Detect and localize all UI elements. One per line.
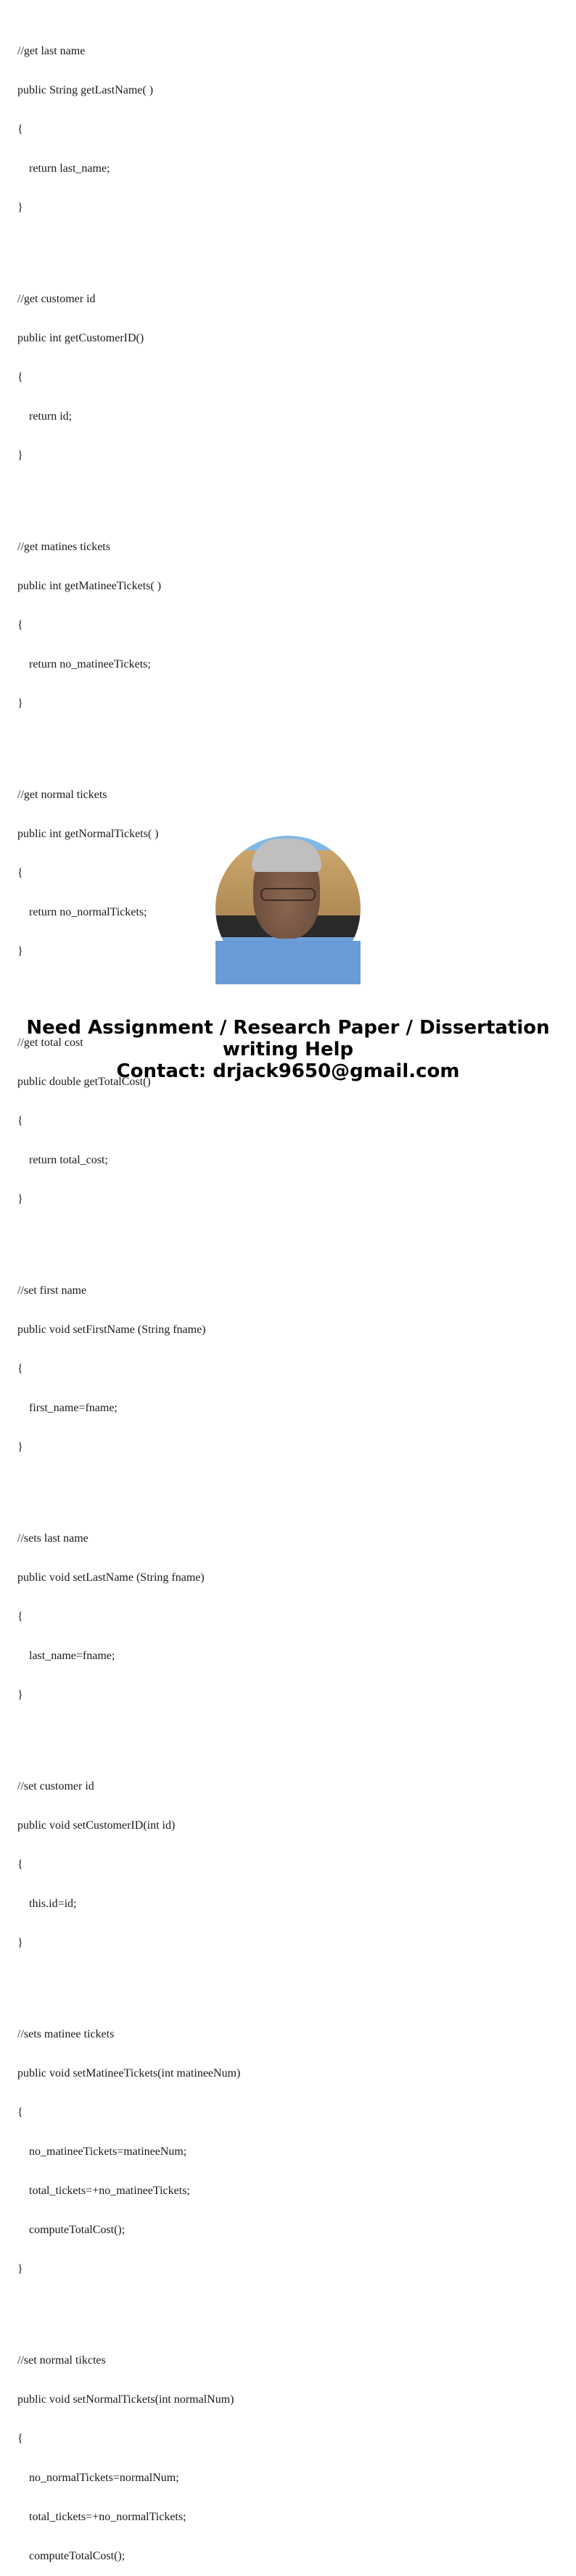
code-listing bbox=[17, 6, 240, 2576]
avatar-shirt bbox=[215, 941, 361, 984]
close-brace: } bbox=[17, 697, 23, 710]
close-brace: } bbox=[17, 1441, 23, 1453]
open-brace: { bbox=[17, 2432, 23, 2445]
method-signature: public void setFirstName (String fname) bbox=[17, 1324, 206, 1336]
code-statement: total_tickets=+no_matineeTickets; bbox=[29, 2185, 190, 2197]
method-signature: public int getMatineeTickets( ) bbox=[17, 580, 162, 592]
code-statement: computeTotalCost(); bbox=[29, 2224, 126, 2236]
code-comment: //set customer id bbox=[17, 1780, 94, 1792]
code-comment: //set normal tikctes bbox=[17, 2354, 106, 2367]
code-comment: //get normal tickets bbox=[17, 789, 107, 801]
code-comment: //get matines tickets bbox=[17, 541, 110, 553]
code-statement: total_tickets=+no_normalTickets; bbox=[29, 2511, 186, 2523]
code-comment: //sets last name bbox=[17, 1532, 89, 1545]
open-brace: { bbox=[17, 1363, 23, 1375]
code-statement: return total_cost; bbox=[29, 1154, 108, 1166]
code-comment: //get total cost bbox=[17, 1036, 83, 1049]
code-statement: return no_normalTickets; bbox=[29, 906, 147, 918]
method-signature: public void setLastName (String fname) bbox=[17, 1571, 205, 1584]
promo-banner bbox=[0, 1017, 576, 1082]
method-signature: public void setMatineeTickets(int matineeNum) bbox=[17, 2067, 241, 2080]
code-statement: first_name=fname; bbox=[29, 1402, 118, 1414]
code-comment: //get customer id bbox=[17, 293, 96, 305]
close-brace: } bbox=[17, 1937, 23, 1949]
code-statement: no_matineeTickets=matineeNum; bbox=[29, 2145, 187, 2158]
method-signature: public void setNormalTickets(int normalNum) bbox=[17, 2393, 234, 2406]
close-brace: } bbox=[17, 449, 23, 462]
code-comment: //sets matinee tickets bbox=[17, 2028, 115, 2040]
code-statement: computeTotalCost(); bbox=[29, 2550, 126, 2562]
code-statement: return no_matineeTickets; bbox=[29, 658, 151, 670]
open-brace: { bbox=[17, 123, 23, 136]
promo-contact: Contact: drjack9650@gmail.com bbox=[116, 1060, 460, 1082]
avatar-hair bbox=[252, 839, 321, 872]
close-brace: } bbox=[17, 2263, 23, 2275]
close-brace: } bbox=[17, 1193, 23, 1205]
method-signature: public int getCustomerID() bbox=[17, 332, 144, 344]
promo-line-1: Need Assignment / Research Paper / Dissertation bbox=[26, 1017, 550, 1039]
code-statement: no_normalTickets=normalNum; bbox=[29, 2472, 179, 2484]
open-brace: { bbox=[17, 1611, 23, 1623]
code-statement: this.id=id; bbox=[29, 1898, 77, 1910]
author-avatar bbox=[215, 836, 361, 981]
avatar-glasses bbox=[260, 888, 316, 901]
open-brace: { bbox=[17, 2106, 23, 2119]
open-brace: { bbox=[17, 1115, 23, 1127]
code-comment: //set first name bbox=[17, 1284, 87, 1297]
close-brace: } bbox=[17, 1689, 23, 1701]
code-statement: return id; bbox=[29, 410, 73, 423]
code-statement: return last_name; bbox=[29, 162, 110, 175]
promo-line-2: writing Help bbox=[222, 1039, 354, 1060]
open-brace: { bbox=[17, 1858, 23, 1871]
open-brace: { bbox=[17, 619, 23, 631]
close-brace: } bbox=[17, 945, 23, 957]
open-brace: { bbox=[17, 371, 23, 383]
code-comment: //get last name bbox=[17, 45, 86, 57]
close-brace: } bbox=[17, 201, 23, 214]
method-signature: public String getLastName( ) bbox=[17, 84, 154, 96]
method-signature: public void setCustomerID(int id) bbox=[17, 1819, 176, 1832]
method-signature: public int getNormalTickets( ) bbox=[17, 828, 159, 840]
method-signature: public double getTotalCost() bbox=[17, 1076, 151, 1088]
open-brace: { bbox=[17, 867, 23, 879]
code-statement: last_name=fname; bbox=[29, 1650, 115, 1662]
